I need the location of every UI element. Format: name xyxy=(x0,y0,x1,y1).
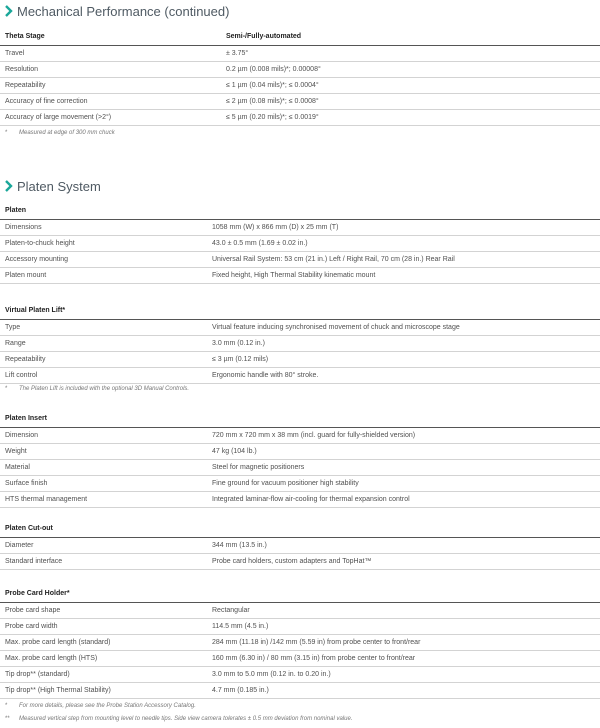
chevron-right-icon xyxy=(4,179,14,193)
row-label: Repeatability xyxy=(5,356,46,363)
table-row xyxy=(0,220,600,236)
footnote xyxy=(5,130,115,136)
row-value: Universal Rail System: 53 cm (21 in.) Left / Right Rail, 70 cm (28 in.) Rear Rail xyxy=(212,256,455,263)
table-row xyxy=(0,651,600,667)
header-cell: Platen Cut-out xyxy=(5,525,53,532)
row-value: 160 mm (6.30 in) / 80 mm (3.15 in) from probe center to front/rear xyxy=(212,655,416,662)
row-label: Platen mount xyxy=(5,272,47,279)
table-row xyxy=(0,236,600,252)
table-row xyxy=(0,268,600,284)
platen-cutout-table xyxy=(0,522,600,570)
row-label: Repeatability xyxy=(5,82,46,89)
row-label: Type xyxy=(5,324,21,331)
row-value: Fixed height, High Thermal Stability kinematic mount xyxy=(212,272,376,279)
row-label: Diameter xyxy=(5,542,34,549)
table-row xyxy=(0,635,600,651)
table-row xyxy=(0,352,600,368)
footnote-text: Measured vertical step from mounting level to needle tips. Side view camera tolerates ± 0.5 mm deviation from nominal value. xyxy=(19,716,353,722)
virtual-platen-lift-table xyxy=(0,304,600,384)
row-value: ± 3.75° xyxy=(226,50,249,57)
table-row xyxy=(0,667,600,683)
row-label: Platen-to-chuck height xyxy=(5,240,75,247)
chevron-right-icon xyxy=(4,4,14,18)
table-row xyxy=(0,476,600,492)
row-value: 3.0 mm (0.12 in.) xyxy=(212,340,265,347)
row-label: Probe card width xyxy=(5,623,58,630)
row-value: Integrated laminar-flow air-cooling for thermal expansion control xyxy=(212,496,410,503)
row-label: Accuracy of fine correction xyxy=(5,98,88,105)
row-label: Accuracy of large movement (>2°) xyxy=(5,114,112,121)
table-row xyxy=(0,603,600,619)
row-label: Lift control xyxy=(5,372,38,379)
header-cell: Theta Stage xyxy=(5,33,45,40)
row-value: 3.0 mm to 5.0 mm (0.12 in. to 0.20 in.) xyxy=(212,671,331,678)
row-value: 47 kg (104 lb.) xyxy=(212,448,257,455)
table-row xyxy=(0,538,600,554)
row-value: Steel for magnetic positioners xyxy=(212,464,305,471)
platen-table xyxy=(0,204,600,284)
row-value: 344 mm (13.5 in.) xyxy=(212,542,267,549)
row-label: Dimension xyxy=(5,432,39,439)
row-label: Material xyxy=(5,464,30,471)
row-value: 114.5 mm (4.5 in.) xyxy=(212,623,269,630)
table-row xyxy=(0,428,600,444)
row-label: Weight xyxy=(5,448,27,455)
table-row xyxy=(0,368,600,384)
row-label: Tip drop** (High Thermal Stability) xyxy=(5,687,111,694)
table-row xyxy=(0,619,600,635)
row-value: ≤ 2 µm (0.08 mils)*; ≤ 0.0008° xyxy=(226,98,319,105)
probe-card-holder-table xyxy=(0,587,600,699)
footnote-marker: * xyxy=(5,130,8,136)
row-label: Accessory mounting xyxy=(5,256,69,263)
footnote-text: For more details, please see the Probe Station Accessory Catalog. xyxy=(19,703,196,709)
row-label: Range xyxy=(5,340,26,347)
row-label: Max. probe card length (standard) xyxy=(5,639,111,646)
theta-stage-table xyxy=(0,30,600,126)
section-title-text: Platen System xyxy=(17,178,101,194)
table-header xyxy=(0,204,600,220)
row-value: 43.0 ± 0.5 mm (1.69 ± 0.02 in.) xyxy=(212,240,308,247)
row-label: Resolution xyxy=(5,66,39,73)
row-value: 4.7 mm (0.185 in.) xyxy=(212,687,269,694)
row-value: Rectangular xyxy=(212,607,250,614)
section-title-platen xyxy=(4,178,101,194)
table-header xyxy=(0,30,600,46)
table-row xyxy=(0,46,600,62)
section-title-text: Mechanical Performance (continued) xyxy=(17,3,230,19)
header-cell: Platen xyxy=(5,207,27,214)
row-label: Probe card shape xyxy=(5,607,61,614)
row-value: ≤ 5 µm (0.20 mils)*; ≤ 0.0019° xyxy=(226,114,319,121)
table-header xyxy=(0,522,600,538)
table-row xyxy=(0,320,600,336)
row-value: Fine ground for vacuum positioner high stability xyxy=(212,480,359,487)
header-cell: Semi-/Fully-automated xyxy=(226,33,302,40)
table-row xyxy=(0,252,600,268)
row-value: Probe card holders, custom adapters and TopHat™ xyxy=(212,558,372,565)
row-label: Travel xyxy=(5,50,25,57)
row-label: Max. probe card length (HTS) xyxy=(5,655,98,662)
header-cell: Probe Card Holder* xyxy=(5,590,70,597)
footnote xyxy=(5,386,189,392)
table-row xyxy=(0,336,600,352)
table-row xyxy=(0,110,600,126)
platen-insert-table xyxy=(0,412,600,508)
row-label: Tip drop** (standard) xyxy=(5,671,70,678)
row-value: 1058 mm (W) x 866 mm (D) x 25 mm (T) xyxy=(212,224,339,231)
table-row xyxy=(0,492,600,508)
table-row xyxy=(0,62,600,78)
table-row xyxy=(0,683,600,699)
section-title-mechanical xyxy=(4,3,229,19)
footnote-text: Measured at edge of 300 mm chuck xyxy=(19,130,115,136)
table-header xyxy=(0,412,600,428)
row-label: Surface finish xyxy=(5,480,48,487)
table-header xyxy=(0,587,600,603)
header-cell: Virtual Platen Lift* xyxy=(5,307,66,314)
row-label: HTS thermal management xyxy=(5,496,88,503)
footnote-marker: * xyxy=(5,703,8,709)
row-label: Dimensions xyxy=(5,224,42,231)
table-row xyxy=(0,444,600,460)
footnote-marker: ** xyxy=(5,716,10,722)
footnote-text: The Platen Lift is included with the optional 3D Manual Controls. xyxy=(19,386,190,392)
row-value: 0.2 µm (0.008 mils)*; 0.00008° xyxy=(226,66,321,73)
table-row xyxy=(0,554,600,570)
row-value: 284 mm (11.18 in) /142 mm (5.59 in) from probe center to front/rear xyxy=(212,639,421,646)
row-value: ≤ 1 µm (0.04 mils)*; ≤ 0.0004° xyxy=(226,82,319,89)
table-row xyxy=(0,78,600,94)
row-label: Standard interface xyxy=(5,558,63,565)
footnote-marker: * xyxy=(5,386,8,392)
row-value: Virtual feature inducing synchronised movement of chuck and microscope stage xyxy=(212,324,460,331)
row-value: 720 mm x 720 mm x 38 mm (incl. guard for fully-shielded version) xyxy=(212,432,416,439)
table-row xyxy=(0,460,600,476)
header-cell: Platen Insert xyxy=(5,415,48,422)
row-value: ≤ 3 µm (0.12 mils) xyxy=(212,356,269,363)
row-value: Ergonomic handle with 80° stroke. xyxy=(212,372,319,379)
footnote xyxy=(5,716,352,722)
table-header xyxy=(0,304,600,320)
table-row xyxy=(0,94,600,110)
footnote xyxy=(5,703,196,709)
